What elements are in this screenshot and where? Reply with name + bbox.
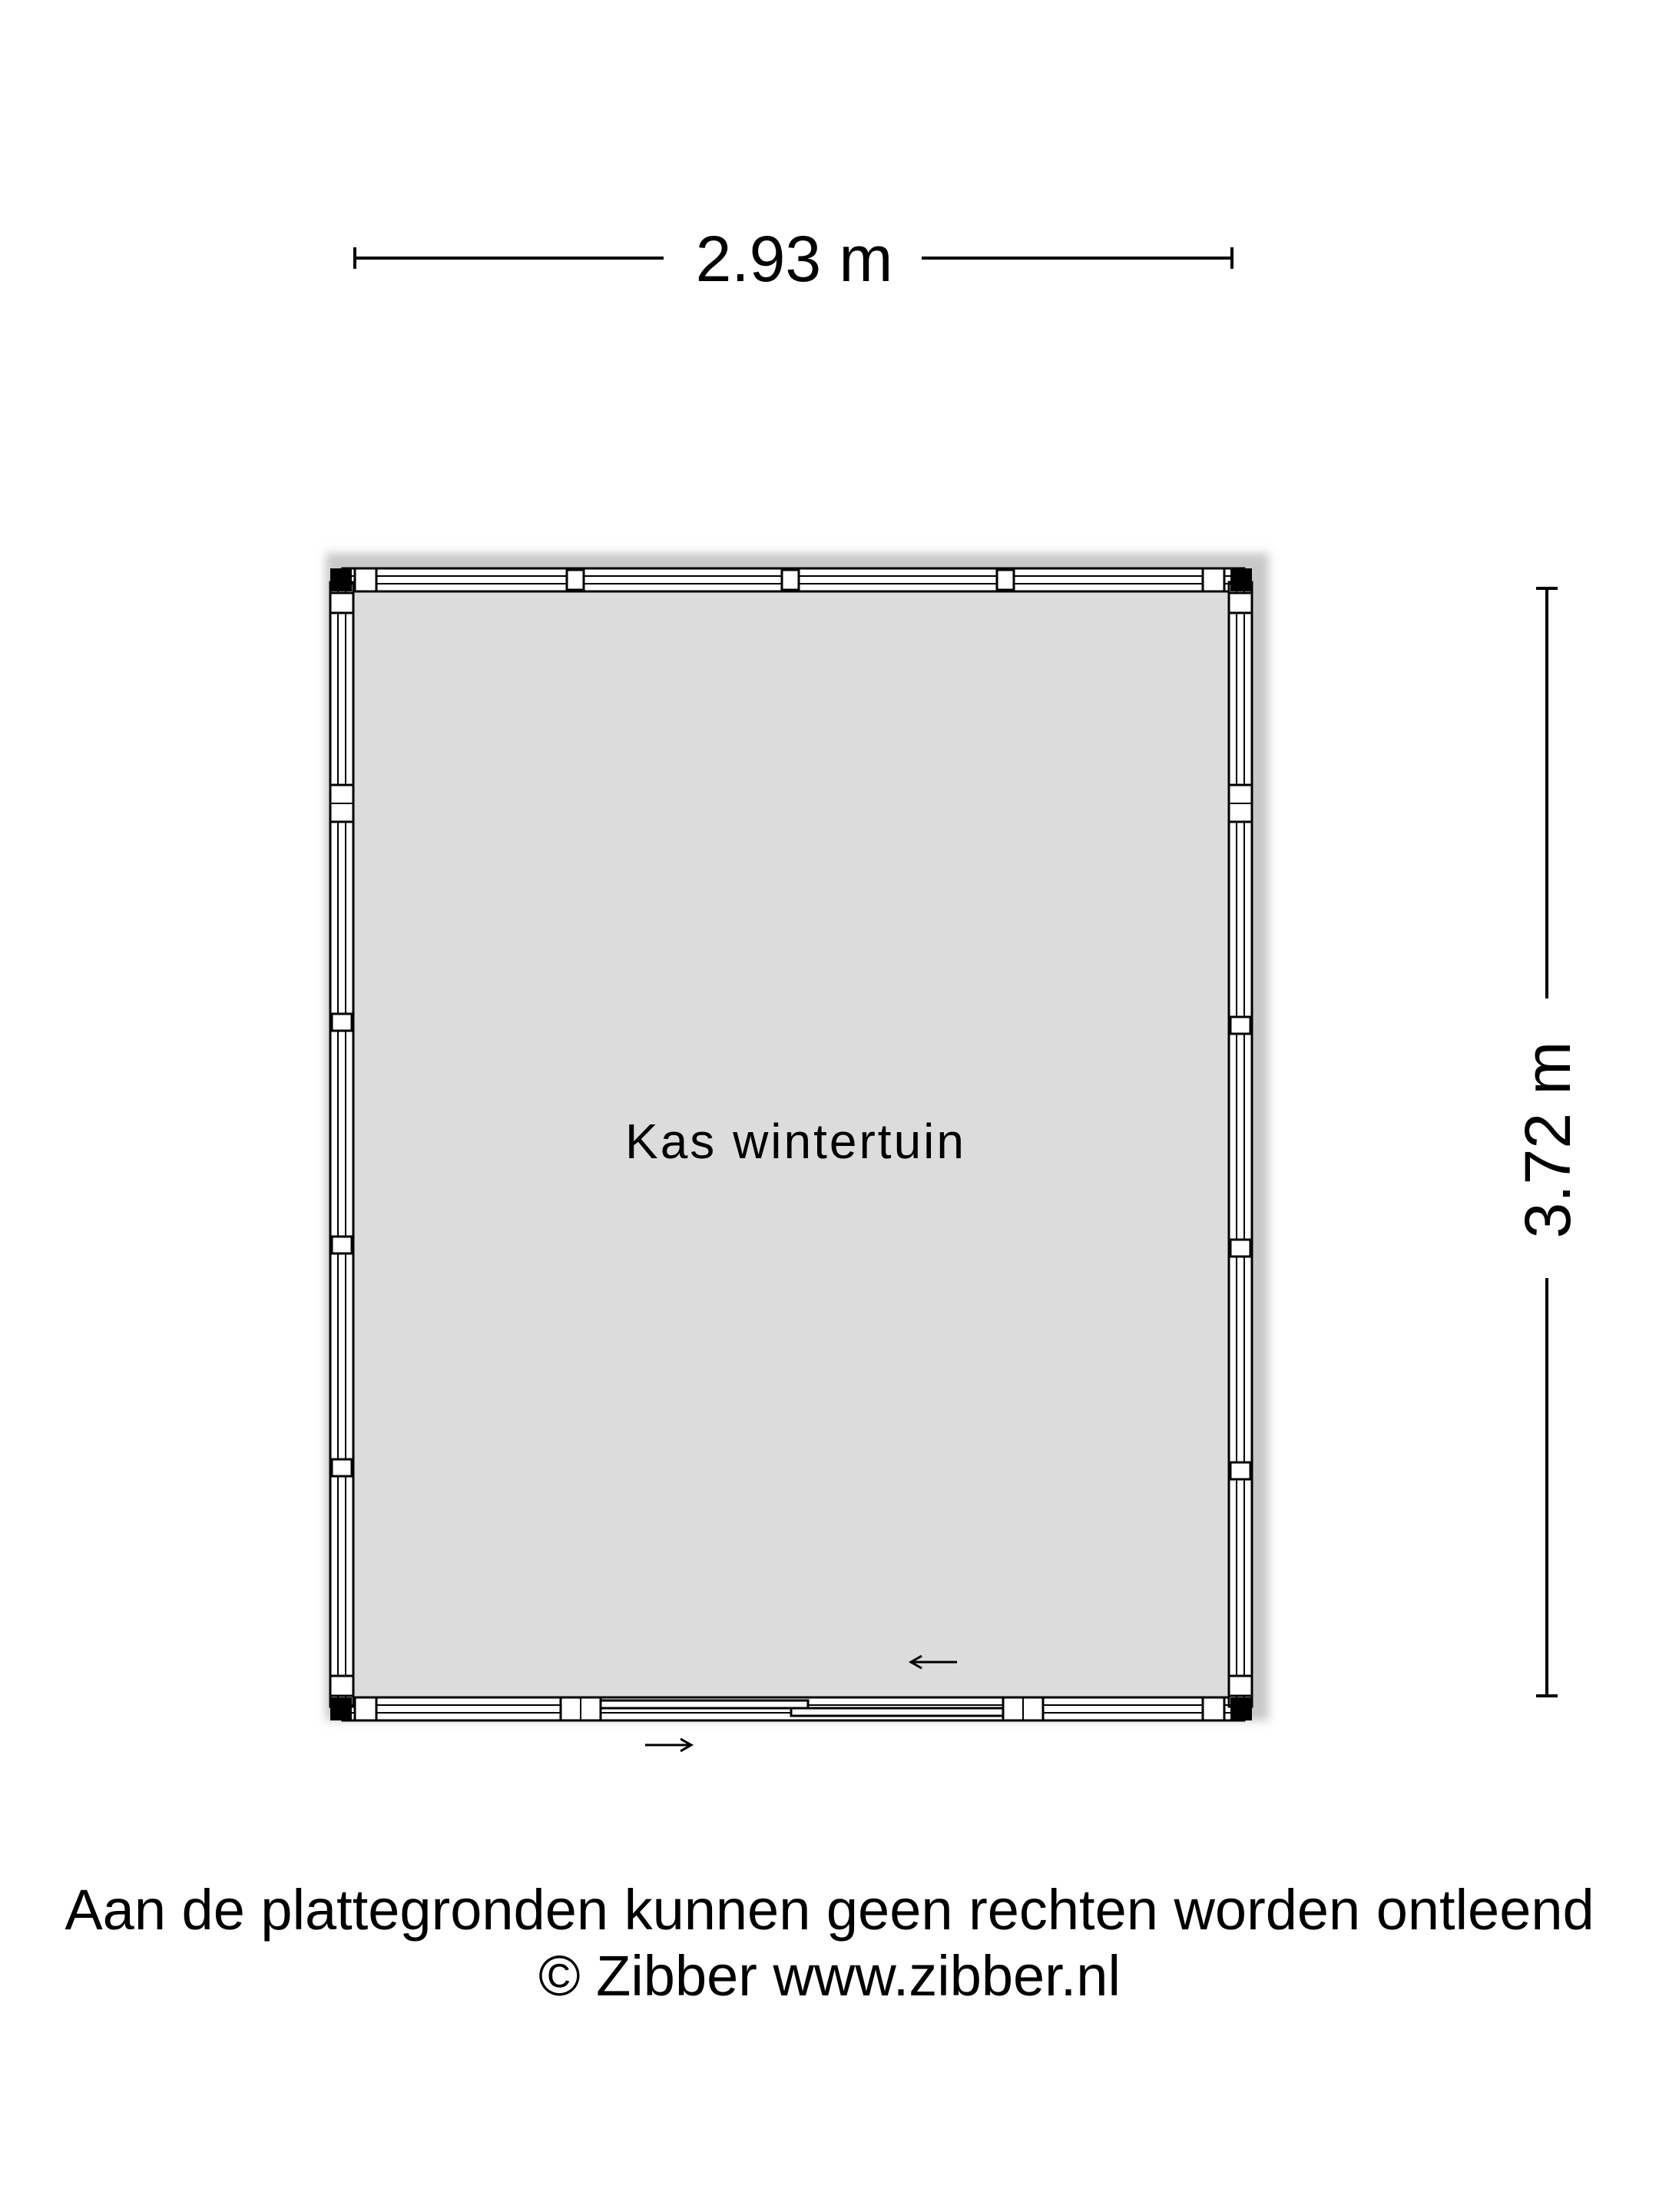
height-label: 3.72 m (1512, 1041, 1584, 1239)
width-label: 2.93 m (695, 223, 893, 295)
disclaimer-text: Aan de plattegronden kunnen geen rechten worden ontleend (65, 1878, 1594, 1942)
slide-arrow-right-icon (645, 1739, 691, 1751)
copyright-text: © Zibber www.zibber.nl (538, 1944, 1121, 2008)
room-label: Kas wintertuin (625, 1114, 966, 1169)
